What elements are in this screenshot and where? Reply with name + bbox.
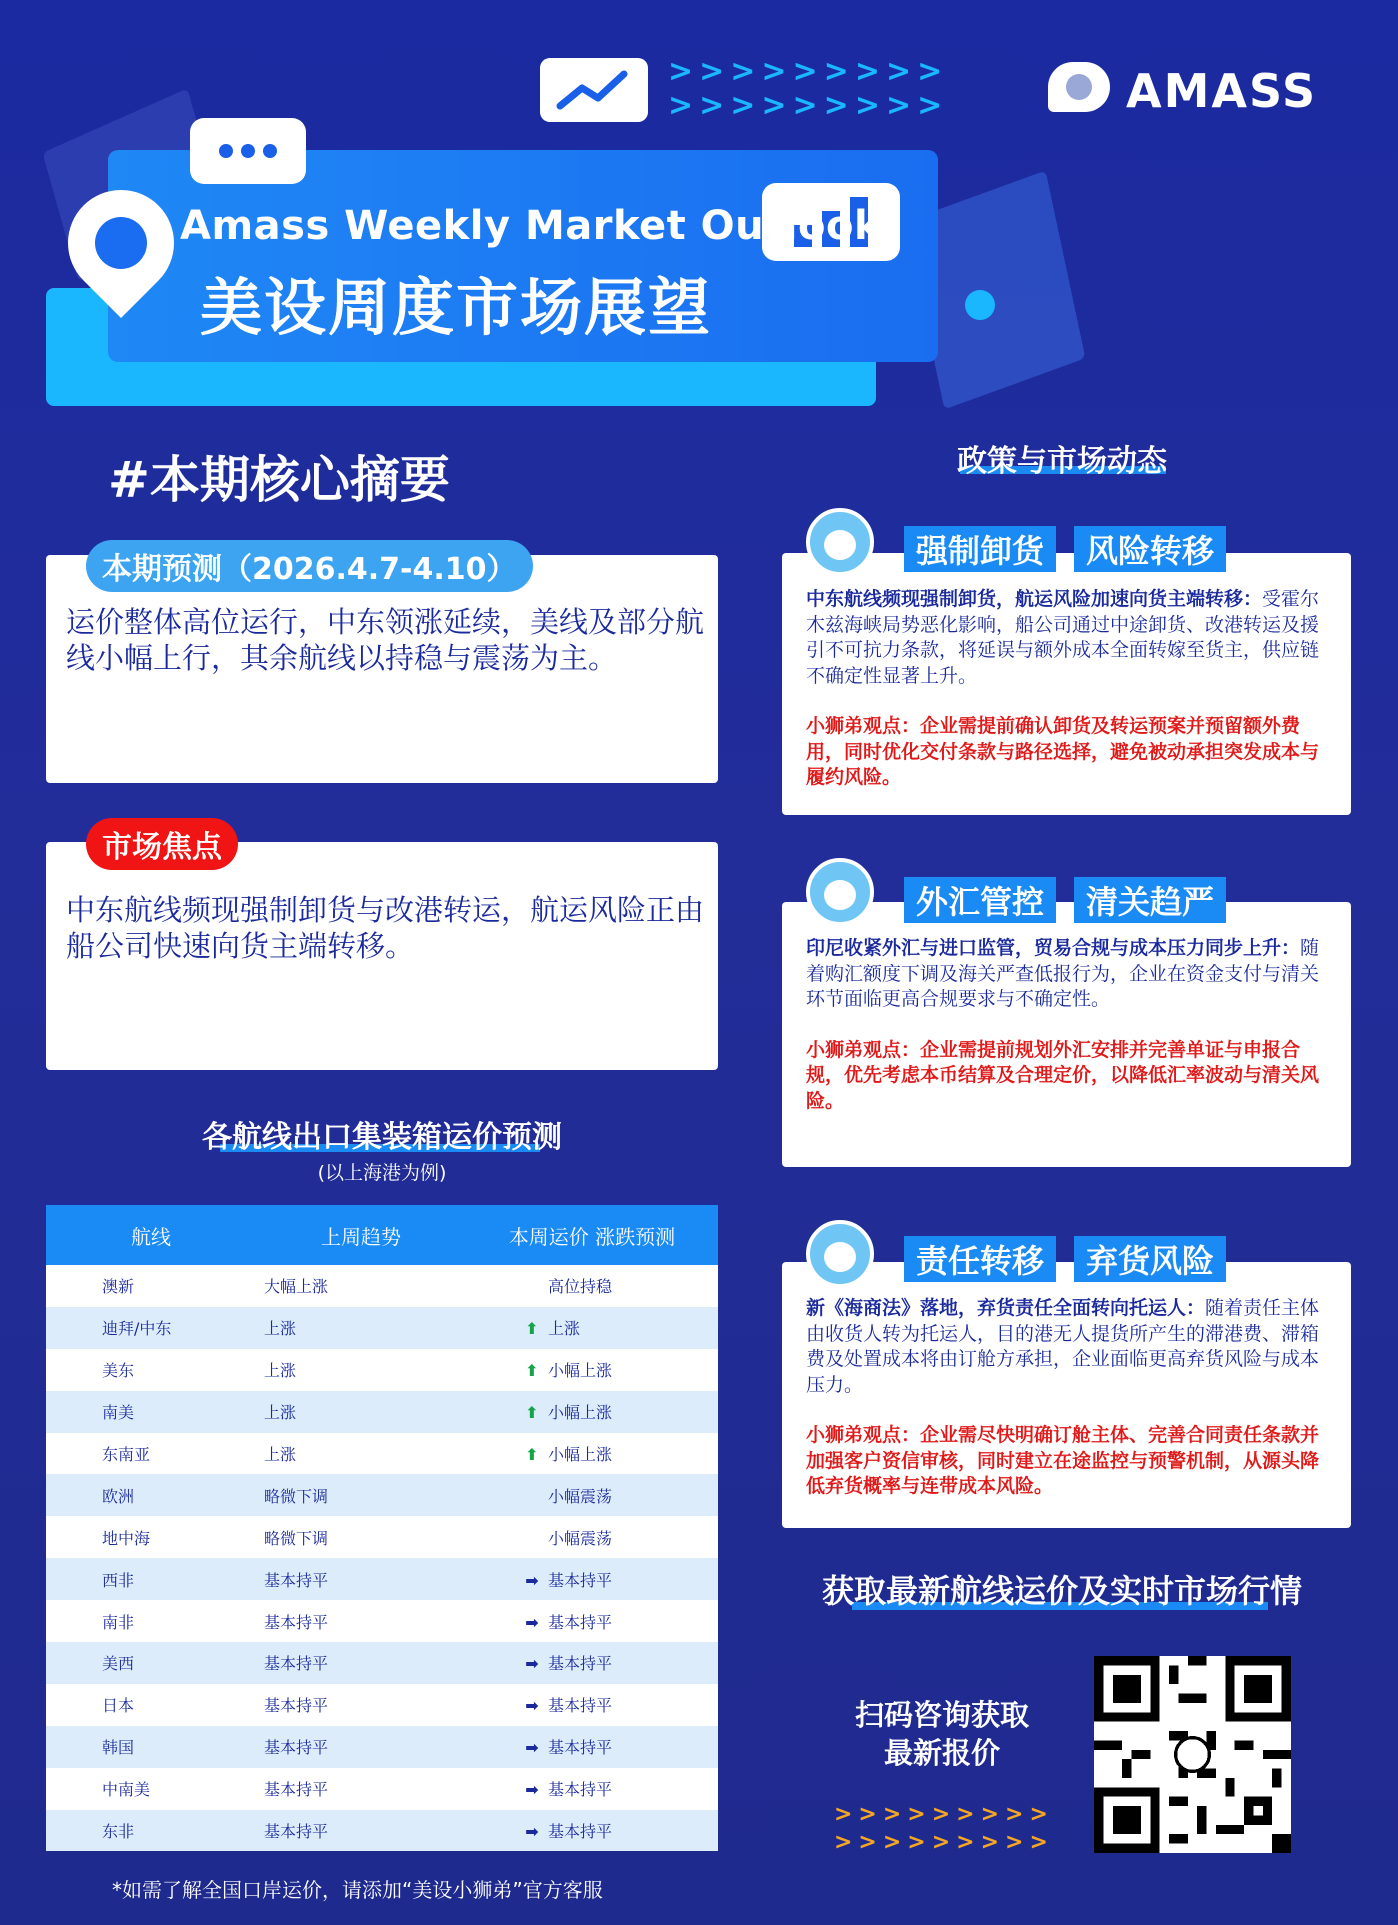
scan-line-1: 扫码咨询获取 (854, 1698, 1029, 1732)
table-row (46, 1768, 718, 1810)
last-week-trend-cell: 上涨 (256, 1307, 466, 1349)
policy-tag: 外汇管控 (904, 877, 1056, 923)
last-week-trend-cell: 基本持平 (256, 1684, 466, 1726)
arrow-right-icon: ➡ (525, 1570, 539, 1590)
column-header-last-week: 上周趋势 (256, 1205, 466, 1265)
focus-label: 市场焦点 (86, 818, 238, 870)
rate-table (46, 1205, 718, 1851)
column-header-route: 航线 (46, 1205, 256, 1265)
last-week-trend-cell: 略微下调 (256, 1516, 466, 1558)
policy-card-view: 小狮弟观点：企业需尽快明确订舱主体、完善合同责任条款并加强客户资信审核，同时建立在途监控与预警机制，从源头降低弃货概率与连带成本风险。 (806, 1424, 1320, 1497)
policy-card-lead: 中东航线频现强制卸货，航运风险加速向货主端转移： (806, 588, 1263, 610)
policy-card-body (806, 1296, 1323, 1398)
forecast-cell (466, 1474, 718, 1516)
forecast-text: 基本持平 (548, 1738, 613, 1758)
forecast-text: 基本持平 (548, 1780, 613, 1800)
chevron-decoration: >>>>>>>>> (834, 1830, 1054, 1855)
policy-heading: 政策与市场动态 (957, 444, 1167, 479)
policy-card (782, 553, 1351, 815)
policy-card-text: 受霍尔木兹海峡局势恶化影响，船公司通过中途卸货、改港转运及援引不可抗力条款，将延误与额外成本全面转嫁至货主，供应链不确定性显著上升。 (806, 588, 1320, 687)
forecast-cell (466, 1642, 718, 1684)
forecast-text: 上涨 (548, 1319, 581, 1339)
policy-card-view: 小狮弟观点：企业需提前确认卸货及转运预案并预留额外费用，同时优化交付条款与路径选择，避免被动承担突发成本与履约风险。 (806, 715, 1320, 788)
last-week-trend-cell: 略微下调 (256, 1474, 466, 1516)
forecast-cell (466, 1684, 718, 1726)
forecast-label: 本期预测（2026.4.7-4.10） (86, 540, 533, 592)
route-cell: 迪拜/中东 (46, 1307, 256, 1349)
lion-mascot-icon (806, 858, 874, 926)
policy-card-lead: 印尼收紧外汇与进口监管，贸易合规与成本压力同步上升： (806, 937, 1301, 959)
arrow-right-icon: ➡ (525, 1696, 539, 1716)
policy-tag: 弃货风险 (1074, 1236, 1226, 1282)
amass-logo-icon (1048, 62, 1110, 112)
arrow-right-icon: ➡ (525, 1780, 539, 1800)
route-cell: 南美 (46, 1391, 256, 1433)
table-row (46, 1600, 718, 1642)
forecast-text: 小幅上涨 (548, 1403, 613, 1423)
route-cell: 西非 (46, 1558, 256, 1600)
rate-table-subtitle: (以上海港为例) (317, 1162, 447, 1184)
route-cell: 中南美 (46, 1768, 256, 1810)
table-row (46, 1684, 718, 1726)
table-row (46, 1642, 718, 1684)
title-english: Amass Weekly Market Outlook (180, 203, 882, 249)
policy-card-lead: 新《海商法》落地，弃货责任全面转向托运人： (806, 1297, 1206, 1319)
trend-chart-icon (540, 58, 648, 122)
chevron-decoration: >>>>>>>>> (834, 1802, 1054, 1827)
policy-card-body (806, 587, 1323, 689)
last-week-trend-cell: 基本持平 (256, 1600, 466, 1642)
last-week-trend-cell: 基本持平 (256, 1810, 466, 1852)
route-cell: 东南亚 (46, 1433, 256, 1475)
forecast-text: 基本持平 (548, 1822, 613, 1842)
amass-logo-text: AMASS (1126, 64, 1318, 118)
policy-tag: 清关趋严 (1074, 877, 1226, 923)
rate-table-title: 各航线出口集装箱运价预测 (202, 1120, 562, 1155)
scan-line-2: 最新报价 (883, 1736, 1000, 1770)
forecast-text: 小幅震荡 (548, 1528, 613, 1548)
policy-card-view: 小狮弟观点：企业需提前规划外汇安排并完善单证与申报合规，优先考虑本币结算及合理定价，以降低汇率波动与清关风险。 (806, 1038, 1320, 1112)
arrow-up-icon: ⬆ (525, 1361, 539, 1381)
forecast-cell (466, 1768, 718, 1810)
route-cell: 美东 (46, 1349, 256, 1391)
last-week-trend-cell: 上涨 (256, 1349, 466, 1391)
table-row (46, 1726, 718, 1768)
policy-card (782, 1262, 1351, 1528)
last-week-trend-cell: 基本持平 (256, 1642, 466, 1684)
route-cell: 南非 (46, 1600, 256, 1642)
route-cell: 澳新 (46, 1265, 256, 1307)
decorative-dot (965, 290, 995, 320)
route-cell: 日本 (46, 1684, 256, 1726)
column-header-forecast: 本周运价 涨跌预测 (466, 1205, 718, 1265)
forecast-text: 高位持稳 (548, 1277, 613, 1297)
table-row (46, 1265, 718, 1307)
table-row (46, 1810, 718, 1852)
policy-tag: 责任转移 (904, 1236, 1056, 1282)
forecast-text: 基本持平 (548, 1654, 613, 1674)
last-week-trend-cell: 基本持平 (256, 1768, 466, 1810)
arrow-right-icon: ➡ (525, 1738, 539, 1758)
forecast-text: 运价整体高位运行，中东领涨延续，美线及部分航线小幅上行，其余航线以持稳与震荡为主。 (66, 605, 705, 675)
forecast-text: 小幅上涨 (548, 1361, 613, 1381)
title-chinese: 美设周度市场展望 (200, 271, 713, 344)
summary-heading: #本期核心摘要 (108, 451, 450, 509)
chat-bubble-icon (190, 118, 306, 184)
last-week-trend-cell: 大幅上涨 (256, 1265, 466, 1307)
table-row (46, 1391, 718, 1433)
arrow-right-icon: ➡ (525, 1822, 539, 1842)
arrow-right-icon: ➡ (525, 1654, 539, 1674)
qr-code-icon[interactable] (1094, 1656, 1291, 1853)
table-row (46, 1349, 718, 1391)
table-row (46, 1558, 718, 1600)
forecast-text: 基本持平 (548, 1612, 613, 1632)
focus-text: 中东航线频现强制卸货与改港转运，航运风险正由船公司快速向货主端转移。 (66, 893, 705, 963)
policy-card-body (806, 936, 1323, 1013)
forecast-text: 小幅震荡 (548, 1486, 613, 1506)
forecast-text: 小幅上涨 (548, 1445, 613, 1464)
lion-mascot-icon (806, 508, 874, 576)
table-row (46, 1516, 718, 1558)
route-cell: 地中海 (46, 1516, 256, 1558)
chevron-decoration: >>>>>>>>> (668, 88, 949, 123)
arrow-up-icon: ⬆ (525, 1403, 539, 1423)
policy-tag: 风险转移 (1074, 526, 1226, 572)
forecast-cell (466, 1433, 718, 1475)
cta-title: 获取最新航线运价及实时市场行情 (821, 1572, 1302, 1610)
forecast-text: 基本持平 (548, 1696, 613, 1716)
forecast-cell (466, 1600, 718, 1642)
last-week-trend-cell: 上涨 (256, 1391, 466, 1433)
last-week-trend-cell: 基本持平 (256, 1726, 466, 1768)
policy-tag: 强制卸货 (904, 526, 1056, 572)
arrow-right-icon: ➡ (525, 1612, 539, 1632)
table-row (46, 1474, 718, 1516)
forecast-cell (466, 1265, 718, 1307)
arrow-up-icon: ⬆ (525, 1445, 539, 1464)
forecast-cell (466, 1516, 718, 1558)
route-cell: 欧洲 (46, 1474, 256, 1516)
forecast-cell (466, 1558, 718, 1600)
forecast-cell (466, 1307, 718, 1349)
route-cell: 东非 (46, 1810, 256, 1852)
policy-card-text: 随着责任主体由收货人转为托运人，目的港无人提货所产生的滞港费、滞箱费及处置成本将由订舱方承担，企业面临更高弃货风险与成本压力。 (806, 1297, 1320, 1396)
table-row (46, 1433, 718, 1475)
policy-card-text: 随着购汇额度下调及海关严查低报行为，企业在资金支付与清关环节面临更高合规要求与不确定性。 (806, 937, 1320, 1010)
footnote: *如需了解全国口岸运价，请添加“美设小狮弟”官方客服 (112, 1878, 603, 1902)
last-week-trend-cell: 上涨 (256, 1433, 466, 1475)
forecast-cell (466, 1349, 718, 1391)
chevron-decoration: >>>>>>>>> (668, 54, 949, 89)
forecast-cell (466, 1810, 718, 1852)
policy-card (782, 902, 1351, 1167)
forecast-text: 基本持平 (548, 1570, 613, 1590)
route-cell: 美西 (46, 1642, 256, 1684)
arrow-up-icon: ⬆ (525, 1319, 539, 1339)
scan-prompt (842, 1696, 1042, 1772)
table-row (46, 1307, 718, 1349)
route-cell: 韩国 (46, 1726, 256, 1768)
last-week-trend-cell: 基本持平 (256, 1558, 466, 1600)
lion-mascot-icon (806, 1220, 874, 1288)
forecast-cell (466, 1391, 718, 1433)
forecast-cell (466, 1726, 718, 1768)
